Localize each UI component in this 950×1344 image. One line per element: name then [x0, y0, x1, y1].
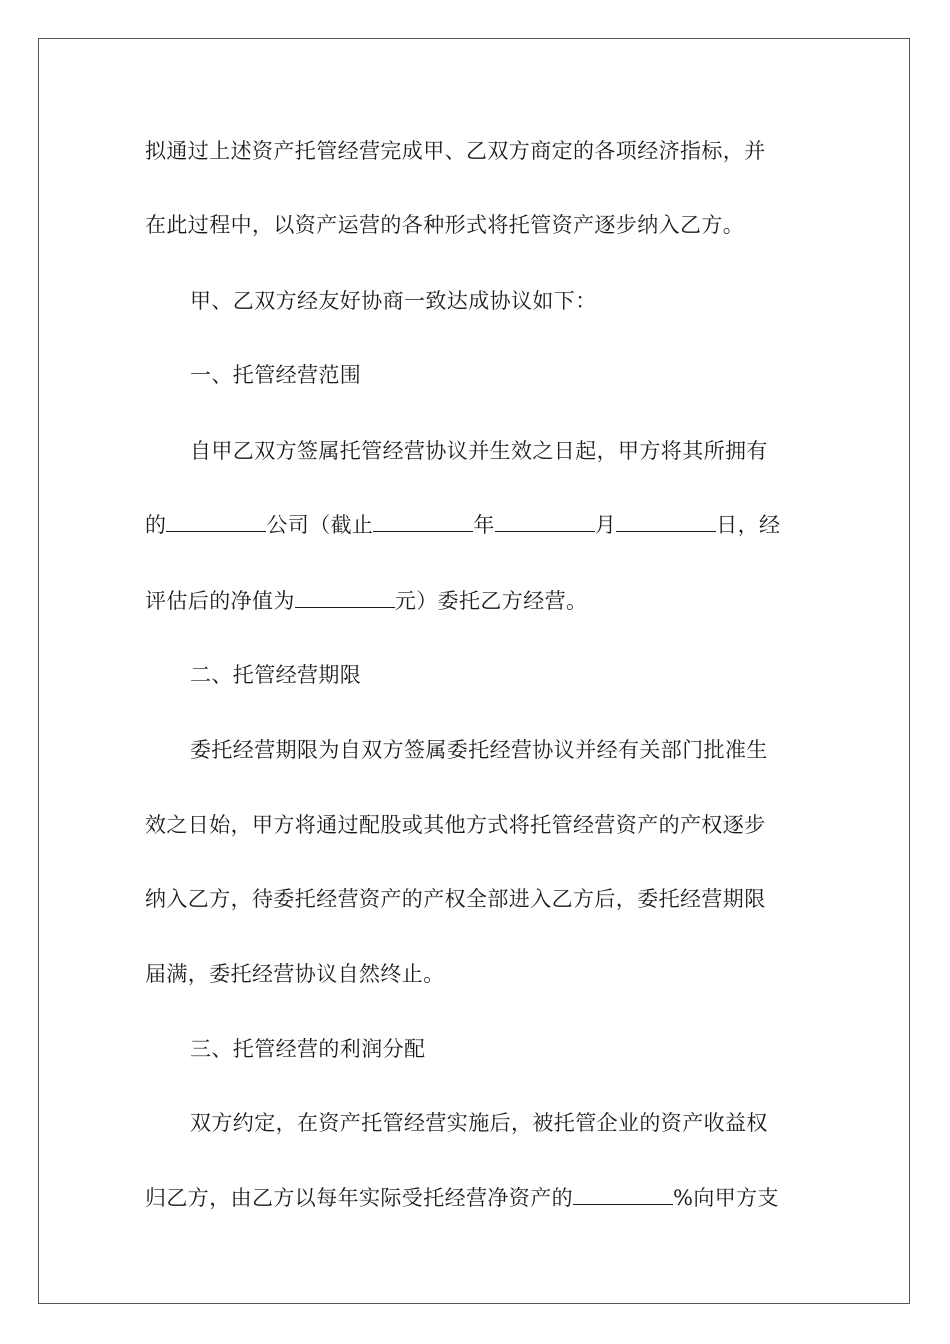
text-segment: 年 [473, 513, 495, 537]
text-segment: 月 [594, 513, 617, 537]
section-heading-scope: 一、托管经营范围 [190, 363, 362, 387]
section-heading-term: 二、托管经营期限 [190, 663, 362, 687]
paragraph-line-with-blanks [145, 1183, 815, 1213]
fill-blank-day [616, 511, 716, 532]
text-segment: 归乙方，由乙方以每年实际受托经营净资产的 [145, 1186, 573, 1210]
section-heading-profit: 三、托管经营的利润分配 [190, 1037, 426, 1061]
paragraph-line: 自甲乙双方签属托管经营协议并生效之日起，甲方将其所拥有 [190, 439, 768, 463]
paragraph-line: 甲、乙双方经友好协商一致达成协议如下： [190, 289, 597, 313]
text-segment: 评估后的净值为 [145, 589, 295, 613]
fill-blank-company [166, 511, 266, 532]
text-segment: 元）委托乙方经营。 [394, 589, 588, 613]
paragraph-line: 委托经营期限为自双方签属委托经营协议并经有关部门批准生 [190, 738, 768, 762]
paragraph-line: 在此过程中，以资产运营的各种形式将托管资产逐步纳入乙方。 [145, 213, 745, 237]
paragraph-line: 届满，委托经营协议自然终止。 [145, 962, 445, 986]
paragraph-line-with-blanks [145, 510, 815, 540]
paragraph-line: 双方约定，在资产托管经营实施后，被托管企业的资产收益权 [190, 1111, 768, 1135]
fill-blank-net-value [295, 587, 395, 608]
text-segment: %向甲方支 [673, 1186, 779, 1210]
paragraph-line: 效之日始，甲方将通过配股或其他方式将托管经营资产的产权逐步 [145, 813, 766, 837]
paragraph-line: 纳入乙方，待委托经营资产的产权全部进入乙方后，委托经营期限 [145, 887, 766, 911]
paragraph-line-with-blanks [145, 586, 815, 616]
paragraph-line: 拟通过上述资产托管经营完成甲、乙双方商定的各项经济指标，并 [145, 139, 766, 163]
text-segment: 的 [145, 513, 167, 537]
fill-blank-percentage [573, 1184, 673, 1205]
text-segment: 公司（截止 [266, 513, 374, 537]
fill-blank-month [495, 511, 595, 532]
fill-blank-year [373, 511, 473, 532]
text-segment: 日，经 [716, 513, 781, 537]
